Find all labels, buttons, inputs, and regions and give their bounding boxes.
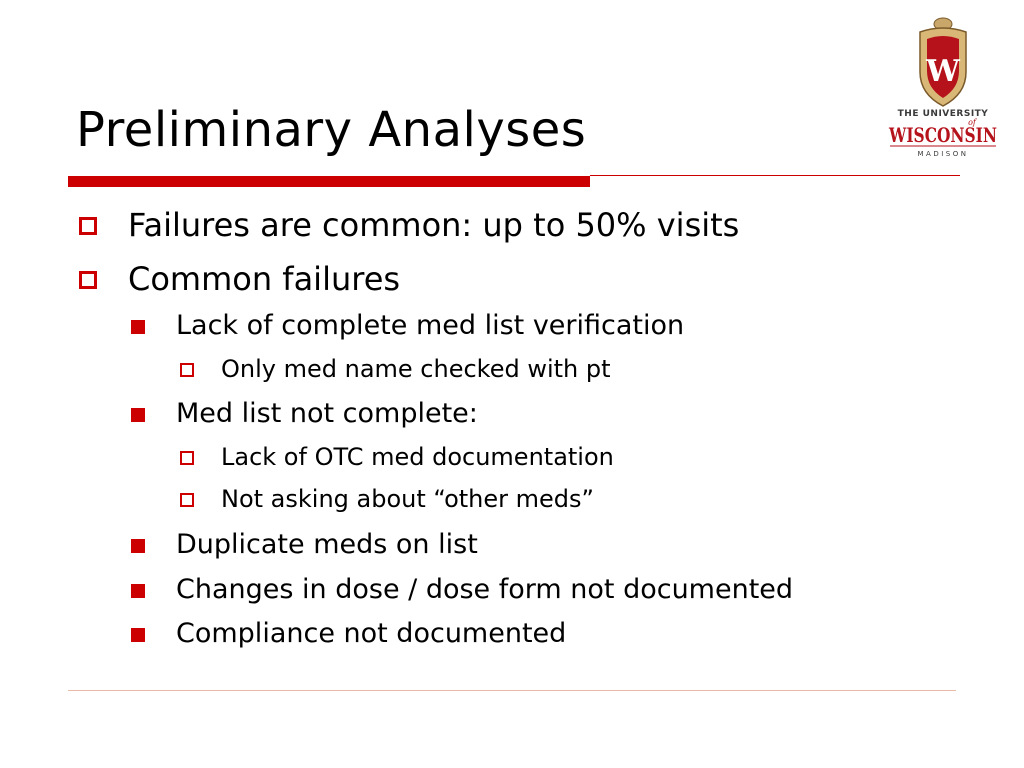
- svg-text:of: of: [968, 118, 976, 127]
- hollow-square-bullet-icon: [180, 493, 194, 507]
- bullet-text: Not asking about “other meds”: [221, 485, 594, 513]
- slide-title: Preliminary Analyses: [76, 102, 587, 158]
- svg-text:MADISON: MADISON: [917, 150, 969, 158]
- bullet-text: Lack of OTC med documentation: [221, 443, 614, 471]
- hollow-square-bullet-icon: [79, 271, 97, 289]
- bullet-text: Changes in dose / dose form not documented: [176, 574, 794, 605]
- svg-text:THE UNIVERSITY: THE UNIVERSITY: [897, 109, 989, 119]
- filled-square-bullet-icon: [131, 539, 145, 553]
- filled-square-bullet-icon: [131, 320, 145, 334]
- filled-square-bullet-icon: [131, 628, 145, 642]
- filled-square-bullet-icon: [131, 408, 145, 422]
- bullet-text: Common failures: [128, 260, 401, 298]
- hollow-square-bullet-icon: [180, 363, 194, 377]
- bullet-text: Duplicate meds on list: [176, 529, 478, 560]
- bullet-text: Only med name checked with pt: [221, 355, 611, 383]
- bullet-text: Compliance not documented: [176, 618, 567, 649]
- bullet-text: Med list not complete:: [176, 398, 478, 429]
- bullet-text: Failures are common: up to 50% visits: [128, 206, 740, 244]
- svg-text:W: W: [926, 54, 960, 89]
- filled-square-bullet-icon: [131, 584, 145, 598]
- footer-divider: [68, 690, 956, 691]
- bullet-text: Lack of complete med list verification: [176, 310, 685, 341]
- hollow-square-bullet-icon: [180, 451, 194, 465]
- svg-text:WISCONSIN: WISCONSIN: [888, 123, 997, 147]
- hollow-square-bullet-icon: [79, 217, 97, 235]
